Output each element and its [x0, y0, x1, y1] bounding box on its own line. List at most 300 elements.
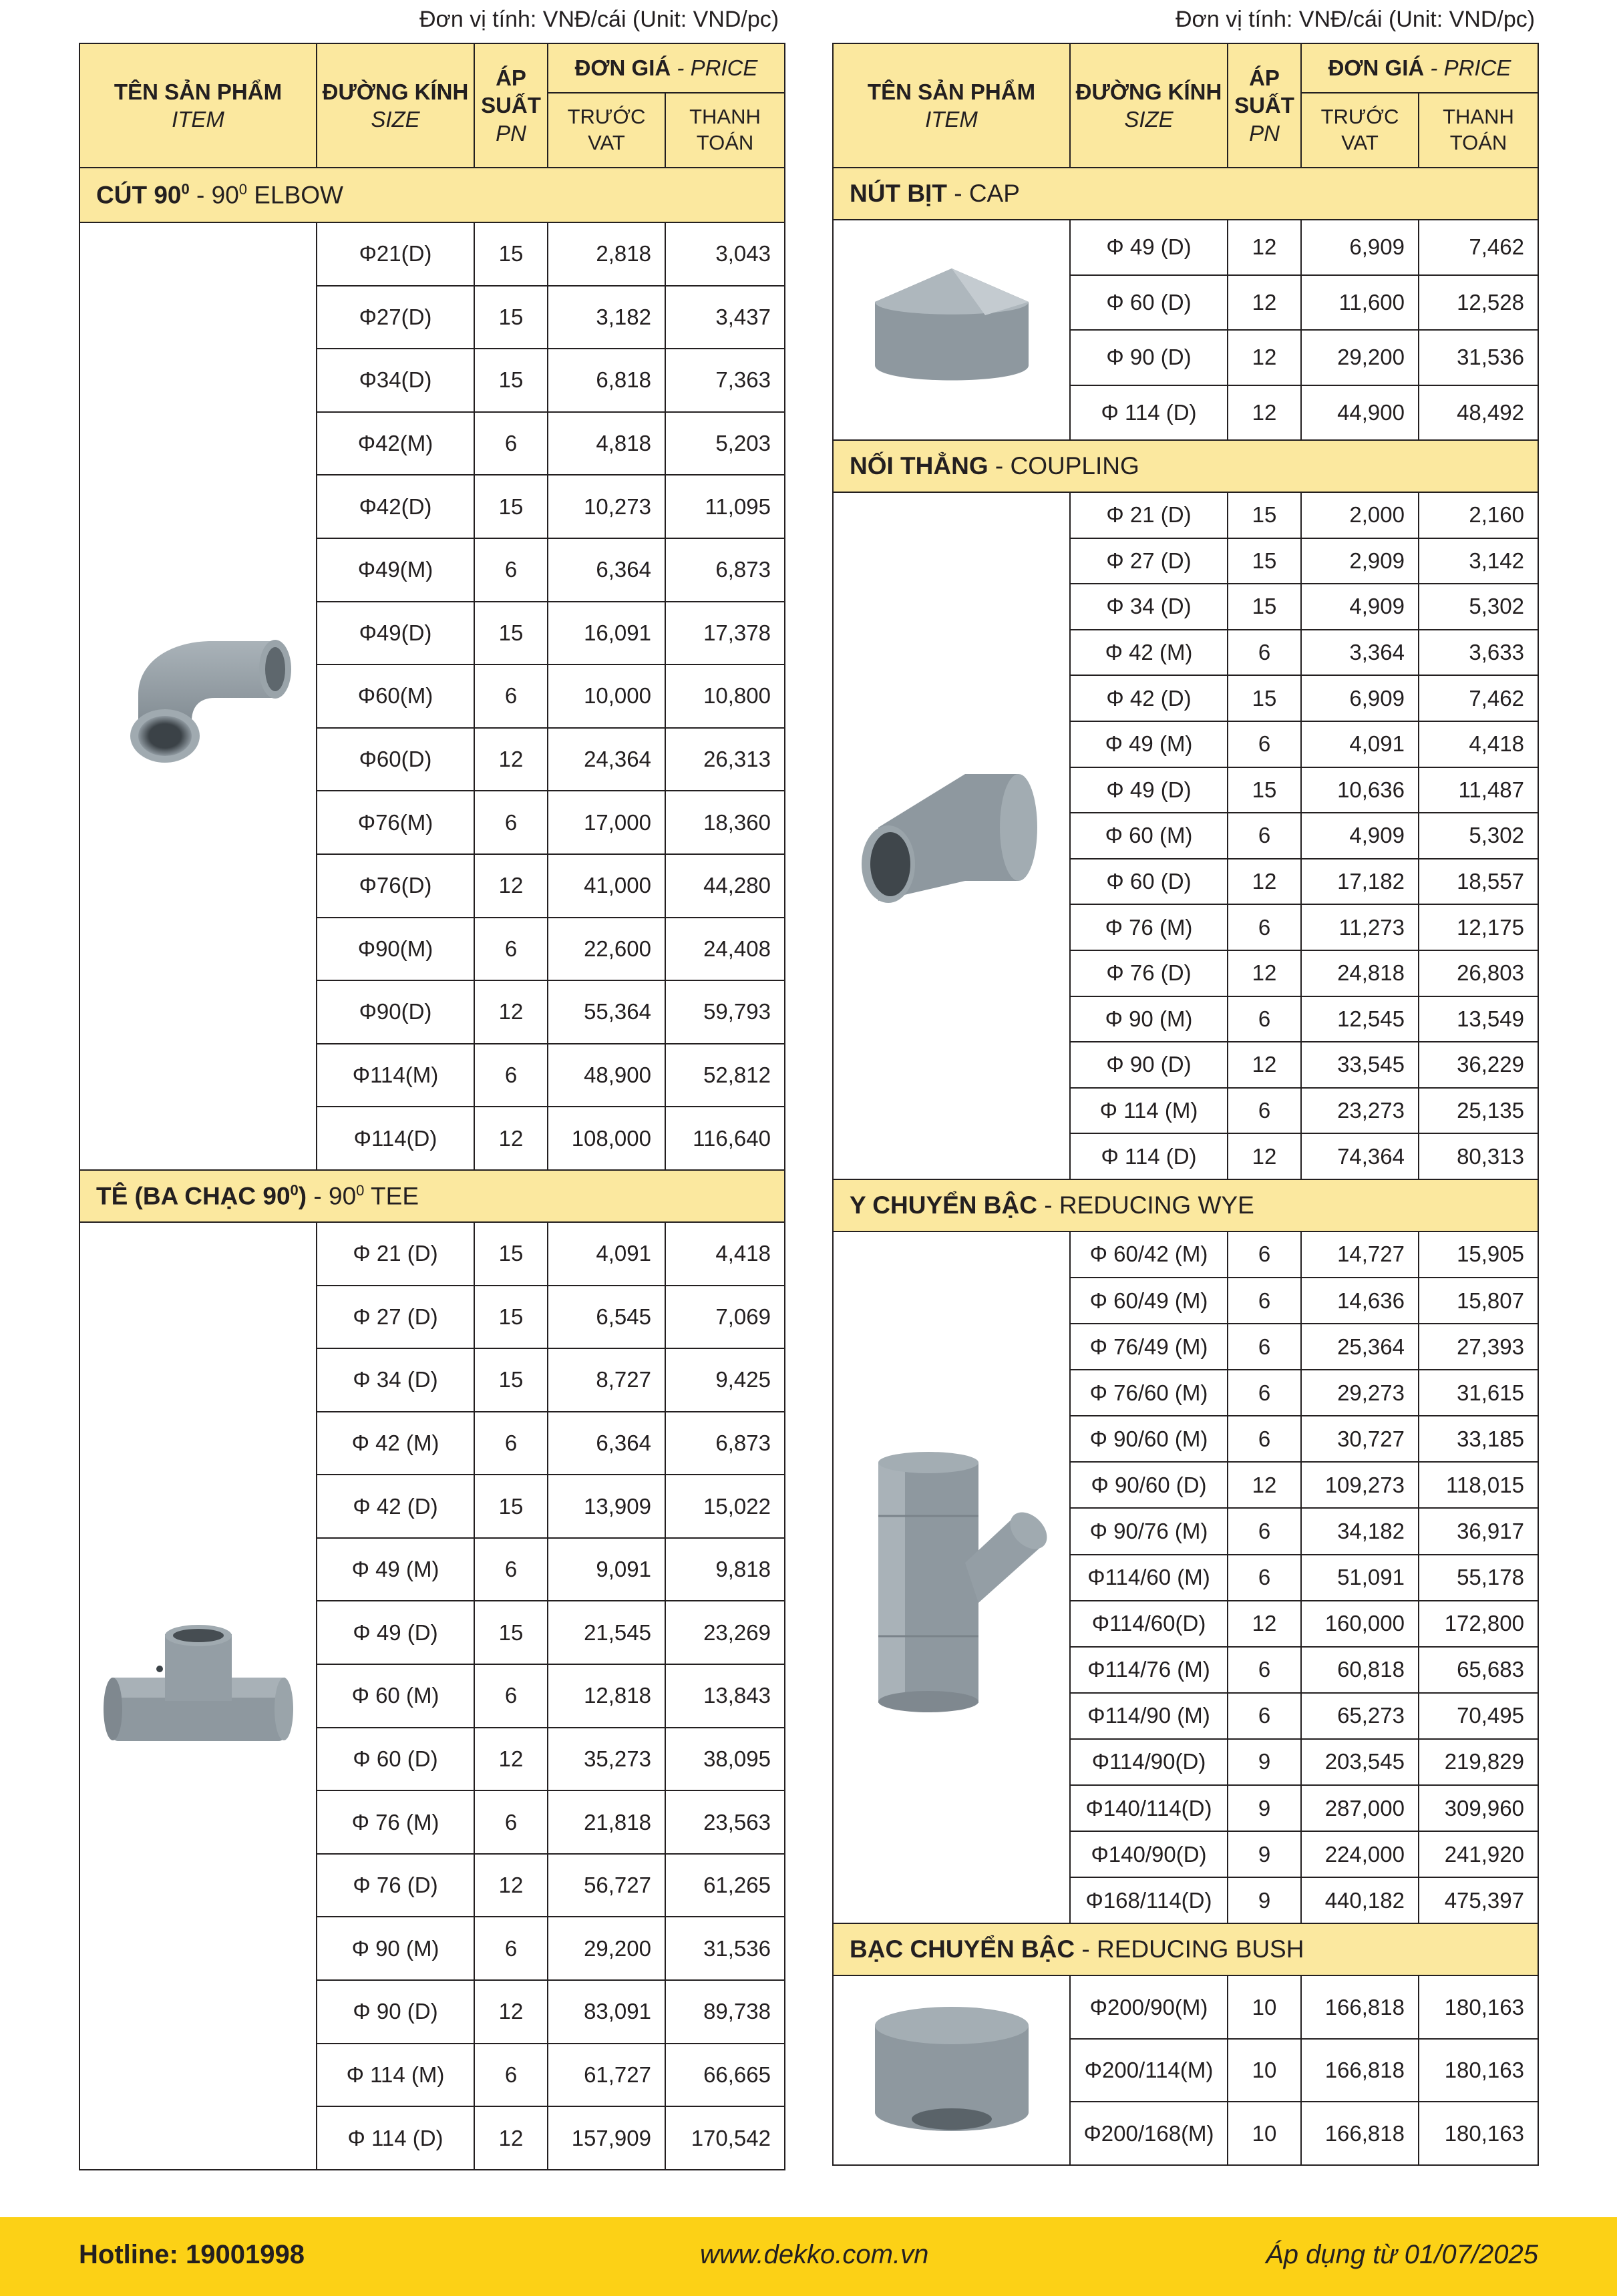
price-before-vat-cell: 13,909 [548, 1475, 665, 1538]
size-cell: Φ 42 (M) [317, 1412, 474, 1475]
website-link[interactable]: www.dekko.com.vn [700, 2240, 929, 2269]
pn-cell: 6 [474, 1538, 548, 1601]
size-cell: Φ76(D) [317, 854, 474, 918]
price-before-vat-cell: 4,909 [1301, 813, 1419, 859]
size-cell: Φ 90/60 (M) [1070, 1416, 1228, 1462]
size-cell: Φ 34 (D) [317, 1348, 474, 1412]
pn-cell: 12 [474, 728, 548, 791]
price-before-vat-cell: 21,818 [548, 1790, 665, 1854]
pn-cell: 6 [1228, 1231, 1301, 1278]
price-payment-cell: 475,397 [1419, 1877, 1538, 1923]
product-image [833, 220, 1070, 440]
price-payment-cell: 7,462 [1419, 675, 1538, 721]
price-before-vat-cell: 60,818 [1301, 1647, 1419, 1693]
elbow-fitting-icon [98, 621, 299, 768]
size-cell: Φ21(D) [317, 222, 474, 286]
price-before-vat-cell: 29,200 [1301, 330, 1419, 385]
pn-cell: 12 [1228, 859, 1301, 905]
price-payment-cell: 5,302 [1419, 584, 1538, 630]
section-header [79, 1170, 785, 1222]
section-header [833, 1923, 1538, 1975]
size-cell: Φ 114 (D) [317, 2106, 474, 2170]
size-cell: Φ 49 (D) [1070, 767, 1228, 813]
price-before-vat-cell: 65,273 [1301, 1693, 1419, 1739]
price-before-vat-cell: 6,909 [1301, 675, 1419, 721]
price-before-vat-cell: 2,000 [1301, 492, 1419, 538]
price-payment-cell: 241,920 [1419, 1831, 1538, 1877]
price-before-vat-cell: 160,000 [1301, 1601, 1419, 1647]
pn-cell: 10 [1228, 2102, 1301, 2165]
size-cell: Φ 49 (M) [317, 1538, 474, 1601]
pn-cell: 6 [474, 1664, 548, 1728]
price-payment-cell: 25,135 [1419, 1088, 1538, 1134]
product-image [833, 1231, 1070, 1923]
price-payment-cell: 36,229 [1419, 1042, 1538, 1088]
price-before-vat-cell: 203,545 [1301, 1739, 1419, 1785]
pn-cell: 9 [1228, 1877, 1301, 1923]
size-cell: Φ 114 (M) [317, 2044, 474, 2107]
size-cell: Φ 90 (D) [1070, 1042, 1228, 1088]
price-payment-cell: 31,536 [665, 1917, 785, 1980]
size-cell: Φ60(D) [317, 728, 474, 791]
price-before-vat-cell: 2,818 [548, 222, 665, 286]
pn-cell: 10 [1228, 1975, 1301, 2039]
footer-bar [0, 2217, 1617, 2296]
size-cell: Φ 60 (D) [1070, 275, 1228, 331]
price-payment-cell: 18,557 [1419, 859, 1538, 905]
price-before-vat-cell: 29,200 [548, 1917, 665, 1980]
price-before-vat-cell: 4,818 [548, 412, 665, 475]
section-title: TÊ (BA CHẠC $90^0) - 90^0$ TEE [79, 1170, 785, 1222]
size-cell: Φ 76/60 (M) [1070, 1370, 1228, 1416]
section-header [79, 168, 785, 222]
size-cell: Φ 90 (D) [1070, 330, 1228, 385]
section-header [833, 168, 1538, 220]
size-cell: Φ34(D) [317, 349, 474, 412]
pn-cell: 12 [474, 980, 548, 1044]
effective-date: Áp dụng từ 01/07/2025 [1266, 2240, 1538, 2269]
pn-cell: 15 [474, 286, 548, 349]
pn-cell: 6 [1228, 813, 1301, 859]
price-payment-cell: 4,418 [1419, 721, 1538, 767]
size-cell: Φ200/114(M) [1070, 2039, 1228, 2102]
pn-cell: 12 [474, 854, 548, 918]
price-before-vat-cell: 3,364 [1301, 630, 1419, 676]
size-cell: Φ 60/42 (M) [1070, 1231, 1228, 1278]
header-before-vat: TRƯỚC VAT [1301, 93, 1419, 168]
price-before-vat-cell: 74,364 [1301, 1133, 1419, 1179]
price-before-vat-cell: 33,545 [1301, 1042, 1419, 1088]
price-before-vat-cell: 6,545 [548, 1286, 665, 1349]
size-cell: Φ 42 (D) [317, 1475, 474, 1538]
pn-cell: 6 [474, 538, 548, 602]
price-table-left [79, 43, 785, 2170]
section-header [833, 1179, 1538, 1231]
size-cell: Φ114/90(D) [1070, 1739, 1228, 1785]
price-before-vat-cell: 35,273 [548, 1728, 665, 1791]
pn-cell: 9 [1228, 1831, 1301, 1877]
size-cell: Φ 76 (D) [317, 1854, 474, 1917]
size-cell: Φ114/90 (M) [1070, 1693, 1228, 1739]
size-cell: Φ 90/60 (D) [1070, 1462, 1228, 1508]
price-payment-cell: 170,542 [665, 2106, 785, 2170]
size-cell: Φ 76 (M) [317, 1790, 474, 1854]
price-before-vat-cell: 109,273 [1301, 1462, 1419, 1508]
price-payment-cell: 26,313 [665, 728, 785, 791]
header-size: ĐƯỜNG KÍNH SIZE [1070, 43, 1228, 168]
price-before-vat-cell: 41,000 [548, 854, 665, 918]
price-before-vat-cell: 29,273 [1301, 1370, 1419, 1416]
size-cell: Φ 49 (D) [317, 1601, 474, 1664]
price-before-vat-cell: 8,727 [548, 1348, 665, 1412]
price-before-vat-cell: 34,182 [1301, 1508, 1419, 1554]
size-cell: Φ 60 (M) [317, 1664, 474, 1728]
price-payment-cell: 172,800 [1419, 1601, 1538, 1647]
price-payment-cell: 3,142 [1419, 538, 1538, 584]
size-cell: Φ200/168(M) [1070, 2102, 1228, 2165]
pn-cell: 12 [474, 1854, 548, 1917]
header-item: TÊN SẢN PHẨM ITEM [79, 43, 317, 168]
price-payment-cell: 13,843 [665, 1664, 785, 1728]
size-cell: Φ 49 (D) [1070, 220, 1228, 275]
price-payment-cell: 48,492 [1419, 385, 1538, 441]
pn-cell: 6 [474, 1917, 548, 1980]
price-before-vat-cell: 6,364 [548, 1412, 665, 1475]
size-cell: Φ 60/49 (M) [1070, 1278, 1228, 1324]
pn-cell: 6 [1228, 996, 1301, 1042]
price-payment-cell: 309,960 [1419, 1785, 1538, 1831]
price-payment-cell: 31,615 [1419, 1370, 1538, 1416]
price-payment-cell: 61,265 [665, 1854, 785, 1917]
price-payment-cell: 65,683 [1419, 1647, 1538, 1693]
price-payment-cell: 180,163 [1419, 2039, 1538, 2102]
size-cell: Φ 27 (D) [1070, 538, 1228, 584]
reducing-wye-fitting-icon [852, 1436, 1052, 1716]
pn-cell: 6 [474, 1044, 548, 1107]
size-cell: Φ 21 (D) [317, 1222, 474, 1286]
price-before-vat-cell: 48,900 [548, 1044, 665, 1107]
pn-cell: 6 [474, 2044, 548, 2107]
price-payment-cell: 23,563 [665, 1790, 785, 1854]
header-payment: THANH TOÁN [1419, 93, 1538, 168]
pn-cell: 15 [474, 602, 548, 665]
size-cell: Φ114/76 (M) [1070, 1647, 1228, 1693]
price-before-vat-cell: 16,091 [548, 602, 665, 665]
section-header [833, 440, 1538, 492]
pn-cell: 15 [1228, 675, 1301, 721]
pn-cell: 12 [474, 1107, 548, 1170]
pn-cell: 6 [474, 791, 548, 854]
price-before-vat-cell: 9,091 [548, 1538, 665, 1601]
size-cell: Φ 90 (M) [317, 1917, 474, 1980]
size-cell: Φ90(D) [317, 980, 474, 1044]
size-cell: Φ 76/49 (M) [1070, 1324, 1228, 1370]
price-payment-cell: 15,022 [665, 1475, 785, 1538]
size-cell: Φ200/90(M) [1070, 1975, 1228, 2039]
table-row [833, 492, 1538, 538]
pn-cell: 6 [1228, 1647, 1301, 1693]
size-cell: Φ114(M) [317, 1044, 474, 1107]
price-payment-cell: 15,905 [1419, 1231, 1538, 1278]
pn-cell: 12 [474, 2106, 548, 2170]
price-payment-cell: 36,917 [1419, 1508, 1538, 1554]
price-before-vat-cell: 17,182 [1301, 859, 1419, 905]
pn-cell: 12 [1228, 330, 1301, 385]
pn-cell: 6 [1228, 1508, 1301, 1554]
price-payment-cell: 52,812 [665, 1044, 785, 1107]
price-payment-cell: 116,640 [665, 1107, 785, 1170]
price-before-vat-cell: 287,000 [1301, 1785, 1419, 1831]
size-cell: Φ27(D) [317, 286, 474, 349]
price-payment-cell: 89,738 [665, 1980, 785, 2044]
size-cell: Φ 76 (M) [1070, 904, 1228, 950]
price-payment-cell: 11,095 [665, 475, 785, 538]
pn-cell: 9 [1228, 1785, 1301, 1831]
price-before-vat-cell: 55,364 [548, 980, 665, 1044]
price-payment-cell: 7,069 [665, 1286, 785, 1349]
section-title: NÚT BỊT - CAP [833, 168, 1538, 220]
price-payment-cell: 44,280 [665, 854, 785, 918]
price-payment-cell: 118,015 [1419, 1462, 1538, 1508]
price-before-vat-cell: 6,909 [1301, 220, 1419, 275]
price-before-vat-cell: 44,900 [1301, 385, 1419, 441]
pn-cell: 12 [1228, 1462, 1301, 1508]
price-payment-cell: 12,175 [1419, 904, 1538, 950]
pn-cell: 12 [474, 1980, 548, 2044]
size-cell: Φ140/90(D) [1070, 1831, 1228, 1877]
price-payment-cell: 80,313 [1419, 1133, 1538, 1179]
price-payment-cell: 6,873 [665, 1412, 785, 1475]
pn-cell: 6 [474, 1790, 548, 1854]
pn-cell: 9 [1228, 1739, 1301, 1785]
size-cell: Φ 90/76 (M) [1070, 1508, 1228, 1554]
size-cell: Φ 60 (D) [1070, 859, 1228, 905]
reducing-bush-fitting-icon [852, 1995, 1052, 2142]
price-before-vat-cell: 166,818 [1301, 1975, 1419, 2039]
size-cell: Φ 27 (D) [317, 1286, 474, 1349]
price-before-vat-cell: 51,091 [1301, 1555, 1419, 1601]
price-payment-cell: 3,437 [665, 286, 785, 349]
size-cell: Φ90(M) [317, 918, 474, 981]
price-payment-cell: 3,043 [665, 222, 785, 286]
price-payment-cell: 7,462 [1419, 220, 1538, 275]
hotline[interactable]: Hotline: 19001998 [79, 2240, 305, 2269]
header-price: ĐƠN GIÁ - PRICE [548, 43, 785, 93]
section-title: NỐI THẲNG - COUPLING [833, 440, 1538, 492]
pn-cell: 6 [1228, 1324, 1301, 1370]
header-before-vat: TRƯỚC VAT [548, 93, 665, 168]
size-cell: Φ42(D) [317, 475, 474, 538]
price-payment-cell: 55,178 [1419, 1555, 1538, 1601]
price-before-vat-cell: 224,000 [1301, 1831, 1419, 1877]
size-cell: Φ114(D) [317, 1107, 474, 1170]
product-image [833, 1975, 1070, 2165]
product-image [79, 222, 317, 1170]
pn-cell: 6 [1228, 1370, 1301, 1416]
price-payment-cell: 38,095 [665, 1728, 785, 1791]
table-row [833, 220, 1538, 275]
price-payment-cell: 70,495 [1419, 1693, 1538, 1739]
pn-cell: 10 [1228, 2039, 1301, 2102]
price-before-vat-cell: 23,273 [1301, 1088, 1419, 1134]
price-before-vat-cell: 4,091 [1301, 721, 1419, 767]
price-before-vat-cell: 56,727 [548, 1854, 665, 1917]
price-payment-cell: 5,302 [1419, 813, 1538, 859]
price-before-vat-cell: 25,364 [1301, 1324, 1419, 1370]
pn-cell: 12 [1228, 385, 1301, 441]
price-payment-cell: 9,425 [665, 1348, 785, 1412]
price-before-vat-cell: 22,600 [548, 918, 665, 981]
price-payment-cell: 180,163 [1419, 2102, 1538, 2165]
price-before-vat-cell: 166,818 [1301, 2039, 1419, 2102]
size-cell: Φ60(M) [317, 664, 474, 728]
price-before-vat-cell: 11,273 [1301, 904, 1419, 950]
price-payment-cell: 24,408 [665, 918, 785, 981]
price-before-vat-cell: 21,545 [548, 1601, 665, 1664]
price-payment-cell: 9,818 [665, 1538, 785, 1601]
product-image [833, 492, 1070, 1179]
size-cell: Φ 114 (D) [1070, 385, 1228, 441]
size-cell: Φ168/114(D) [1070, 1877, 1228, 1923]
pn-cell: 6 [1228, 721, 1301, 767]
price-before-vat-cell: 12,818 [548, 1664, 665, 1728]
size-cell: Φ 60 (M) [1070, 813, 1228, 859]
section-title: CÚT $90^0 - 90^0$ ELBOW [79, 168, 785, 222]
price-payment-cell: 31,536 [1419, 330, 1538, 385]
price-before-vat-cell: 108,000 [548, 1107, 665, 1170]
pn-cell: 12 [474, 1728, 548, 1791]
section-title: BẠC CHUYỂN BẬC - REDUCING BUSH [833, 1923, 1538, 1975]
pn-cell: 15 [1228, 584, 1301, 630]
price-before-vat-cell: 10,636 [1301, 767, 1419, 813]
price-before-vat-cell: 30,727 [1301, 1416, 1419, 1462]
size-cell: Φ140/114(D) [1070, 1785, 1228, 1831]
pn-cell: 15 [474, 1348, 548, 1412]
pn-cell: 6 [1228, 1693, 1301, 1739]
table-row [79, 222, 785, 286]
price-before-vat-cell: 10,000 [548, 664, 665, 728]
price-before-vat-cell: 11,600 [1301, 275, 1419, 331]
price-payment-cell: 12,528 [1419, 275, 1538, 331]
price-payment-cell: 23,269 [665, 1601, 785, 1664]
price-before-vat-cell: 12,545 [1301, 996, 1419, 1042]
pn-cell: 6 [1228, 1088, 1301, 1134]
price-payment-cell: 13,549 [1419, 996, 1538, 1042]
pn-cell: 6 [474, 664, 548, 728]
size-cell: Φ49(M) [317, 538, 474, 602]
price-before-vat-cell: 10,273 [548, 475, 665, 538]
pn-cell: 15 [474, 1286, 548, 1349]
price-before-vat-cell: 24,818 [1301, 950, 1419, 996]
price-before-vat-cell: 6,364 [548, 538, 665, 602]
pn-cell: 15 [474, 475, 548, 538]
cap-fitting-icon [852, 255, 1052, 402]
tee-fitting-icon [98, 1621, 299, 1768]
pn-cell: 12 [1228, 1133, 1301, 1179]
pn-cell: 12 [1228, 220, 1301, 275]
price-payment-cell: 27,393 [1419, 1324, 1538, 1370]
price-payment-cell: 26,803 [1419, 950, 1538, 996]
price-payment-cell: 18,360 [665, 791, 785, 854]
price-before-vat-cell: 4,909 [1301, 584, 1419, 630]
pn-cell: 6 [1228, 1278, 1301, 1324]
product-image [79, 1222, 317, 2170]
size-cell: Φ 49 (M) [1070, 721, 1228, 767]
pn-cell: 12 [1228, 1601, 1301, 1647]
size-cell: Φ 76 (D) [1070, 950, 1228, 996]
price-payment-cell: 17,378 [665, 602, 785, 665]
price-table-right [832, 43, 1539, 2166]
price-before-vat-cell: 6,818 [548, 349, 665, 412]
size-cell: Φ 42 (D) [1070, 675, 1228, 721]
price-before-vat-cell: 14,727 [1301, 1231, 1419, 1278]
pn-cell: 12 [1228, 950, 1301, 996]
pn-cell: 15 [474, 222, 548, 286]
table-row [833, 1231, 1538, 1278]
size-cell: Φ 90 (D) [317, 1980, 474, 2044]
price-payment-cell: 2,160 [1419, 492, 1538, 538]
size-cell: Φ 114 (M) [1070, 1088, 1228, 1134]
pn-cell: 12 [1228, 1042, 1301, 1088]
header-pn: ÁP SUẤT PN [1228, 43, 1301, 168]
price-payment-cell: 5,203 [665, 412, 785, 475]
unit-note-left: Đơn vị tính: VNĐ/cái (Unit: VND/pc) [419, 7, 779, 32]
price-before-vat-cell: 4,091 [548, 1222, 665, 1286]
pn-cell: 6 [1228, 1416, 1301, 1462]
price-before-vat-cell: 61,727 [548, 2044, 665, 2107]
price-before-vat-cell: 24,364 [548, 728, 665, 791]
pn-cell: 6 [1228, 1555, 1301, 1601]
pn-cell: 15 [1228, 492, 1301, 538]
header-pn: ÁP SUẤT PN [474, 43, 548, 168]
price-payment-cell: 180,163 [1419, 1975, 1538, 2039]
pn-cell: 6 [474, 412, 548, 475]
price-before-vat-cell: 2,909 [1301, 538, 1419, 584]
pn-cell: 15 [474, 349, 548, 412]
pn-cell: 15 [474, 1475, 548, 1538]
size-cell: Φ 114 (D) [1070, 1133, 1228, 1179]
price-payment-cell: 33,185 [1419, 1416, 1538, 1462]
unit-note-right: Đơn vị tính: VNĐ/cái (Unit: VND/pc) [1176, 7, 1536, 32]
header-item: TÊN SẢN PHẨM ITEM [833, 43, 1070, 168]
size-cell: Φ76(M) [317, 791, 474, 854]
price-payment-cell: 59,793 [665, 980, 785, 1044]
coupling-fitting-icon [852, 747, 1052, 921]
pn-cell: 6 [1228, 904, 1301, 950]
price-before-vat-cell: 14,636 [1301, 1278, 1419, 1324]
size-cell: Φ114/60 (M) [1070, 1555, 1228, 1601]
price-payment-cell: 6,873 [665, 538, 785, 602]
header-size: ĐƯỜNG KÍNH SIZE [317, 43, 474, 168]
size-cell: Φ49(D) [317, 602, 474, 665]
price-before-vat-cell: 157,909 [548, 2106, 665, 2170]
price-payment-cell: 7,363 [665, 349, 785, 412]
pn-cell: 6 [1228, 630, 1301, 676]
size-cell: Φ 34 (D) [1070, 584, 1228, 630]
pn-cell: 6 [474, 918, 548, 981]
size-cell: Φ 60 (D) [317, 1728, 474, 1791]
price-payment-cell: 11,487 [1419, 767, 1538, 813]
section-title: Y CHUYỂN BẬC - REDUCING WYE [833, 1179, 1538, 1231]
price-payment-cell: 15,807 [1419, 1278, 1538, 1324]
pn-cell: 15 [1228, 538, 1301, 584]
price-before-vat-cell: 440,182 [1301, 1877, 1419, 1923]
price-before-vat-cell: 17,000 [548, 791, 665, 854]
pn-cell: 15 [1228, 767, 1301, 813]
price-before-vat-cell: 166,818 [1301, 2102, 1419, 2165]
pn-cell: 15 [474, 1222, 548, 1286]
price-payment-cell: 4,418 [665, 1222, 785, 1286]
